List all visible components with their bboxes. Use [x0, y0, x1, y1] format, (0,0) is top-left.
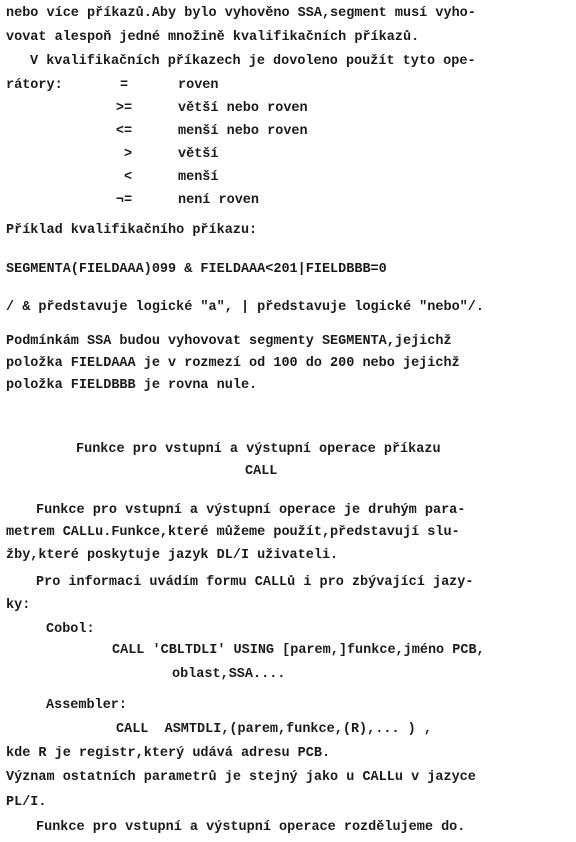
- operator-symbol: <: [123, 170, 133, 185]
- operator-meaning: není roven: [178, 193, 260, 208]
- assembler-call-line: CALL ASMTDLI,(parem,funkce,(R),... ) ,: [116, 722, 432, 737]
- functions-line-1: Funkce pro vstupní a výstupní operace je druhým para-: [36, 503, 466, 518]
- example-code: SEGMENTA(FIELDAAA)099 & FIELDAAA<201|FIELDBBB=0: [6, 262, 387, 277]
- operator-meaning: menší nebo roven: [178, 124, 308, 139]
- example-heading: Příklad kvalifikačního příkazu:: [6, 223, 258, 238]
- cobol-label: Cobol:: [46, 622, 95, 637]
- functions-line-2: metrem CALLu.Funkce,které můžeme použít,představují slu-: [6, 525, 460, 540]
- functions-line-5: ky:: [6, 598, 31, 613]
- operator-symbol: =: [119, 78, 129, 93]
- operator-meaning: roven: [178, 78, 219, 93]
- closing-line-1: Význam ostatních parametrů je stejný jako u CALLu v jazyce: [6, 770, 476, 785]
- conditions-line-3: položka FIELDBBB je rovna nule.: [6, 378, 258, 393]
- operator-symbol: >: [123, 147, 133, 162]
- closing-line-2: PL/I.: [6, 795, 47, 810]
- cobol-call-line-1: CALL 'CBLTDLI' USING [parem,]funkce,jméno PCB,: [112, 643, 485, 658]
- section-title: Funkce pro vstupní a výstupní operace příkazu: [76, 442, 441, 457]
- conditions-line-2: položka FIELDAAA je v rozmezí od 100 do 200 nebo jejichž: [6, 356, 460, 371]
- functions-line-3: žby,které poskytuje jazyk DL/I uživateli.: [6, 548, 339, 563]
- intro-line-4: rátory:: [6, 78, 63, 93]
- functions-line-4: Pro informaci uvádím formu CALLů i pro zbývající jazy-: [36, 575, 474, 590]
- intro-line-3: V kvalifikačních příkazech je dovoleno použít tyto ope-: [30, 54, 476, 69]
- operator-symbol: <=: [115, 124, 133, 139]
- closing-line-3: Funkce pro vstupní a výstupní operace rozdělujeme do.: [36, 820, 466, 835]
- operator-meaning: menší: [178, 170, 219, 185]
- operator-symbol: >=: [115, 101, 133, 116]
- section-title-call: CALL: [245, 464, 278, 479]
- assembler-note: kde R je registr,který udává adresu PCB.: [6, 746, 331, 761]
- example-note: / & představuje logické "a", | představuje logické "nebo"/.: [6, 300, 484, 315]
- conditions-line-1: Podmínkám SSA budou vyhovovat segmenty SEGMENTA,jejichž: [6, 334, 452, 349]
- operator-symbol: ¬=: [115, 193, 133, 208]
- operator-meaning: větší: [178, 147, 219, 162]
- intro-line-2: vovat alespoň jedné množině kvalifikačních příkazů.: [6, 30, 420, 45]
- assembler-label: Assembler:: [46, 698, 128, 713]
- cobol-call-line-2: oblast,SSA....: [172, 667, 286, 682]
- intro-line-1: nebo více příkazů.Aby bylo vyhověno SSA,segment musí vyho-: [6, 6, 476, 21]
- operator-meaning: větší nebo roven: [178, 101, 308, 116]
